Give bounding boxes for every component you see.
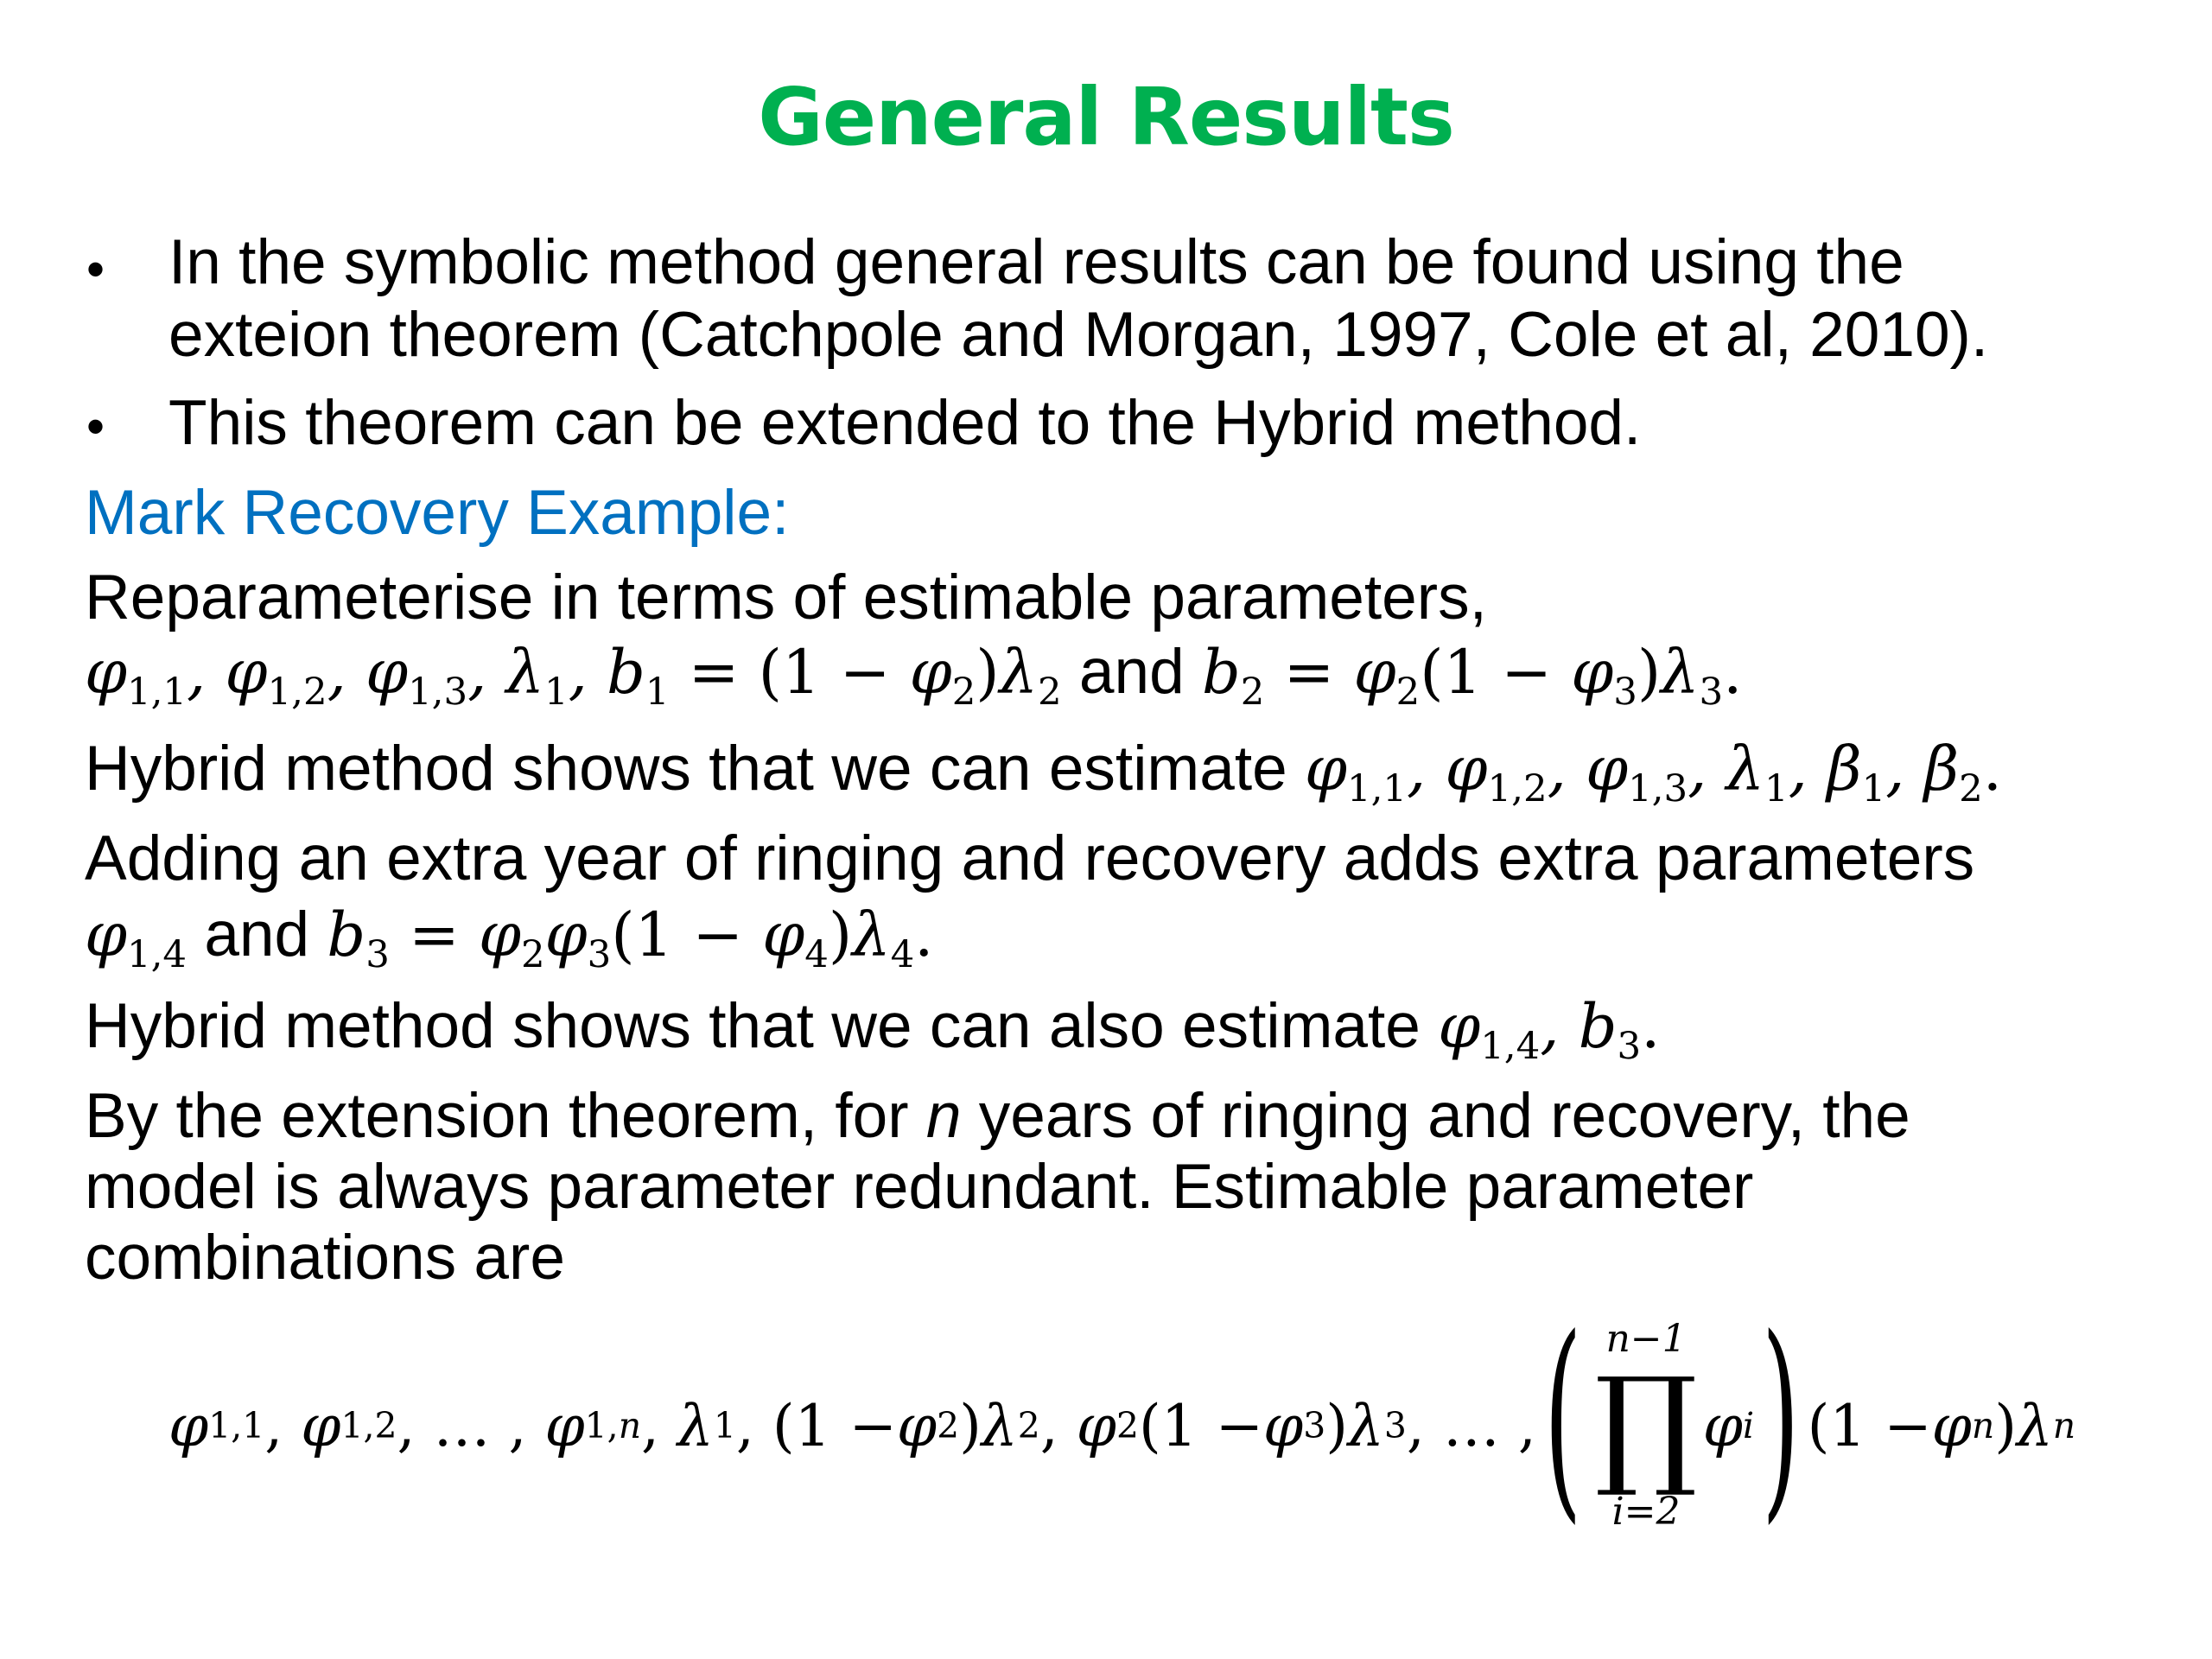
- extension-text-b: years of ringing and recovery, the: [961, 1081, 1910, 1151]
- bullet-2-line-1: This theorem can be extended to the Hybrid method.: [168, 388, 1642, 458]
- adding-math-line: [85, 899, 934, 977]
- estimable-list-1: $\varphi_{1,1}$, $\varphi_{1,2}$, $\varphi_{1,3}$, $\lambda_1$, $\beta_1$, $\beta_2$.: [1305, 734, 2003, 811]
- product-lower-limit: i=2: [1611, 1490, 1681, 1534]
- extension-text-a: By the extension theorem, for: [85, 1081, 926, 1151]
- product-symbol: ∏: [1594, 1351, 1698, 1501]
- param-list-1: $\varphi_{1,1}$, $\varphi_{1,2}$, $\varphi_{1,3}$, $\lambda_1$, $b_1 = (1 - \varphi_2)\lambda_2$: [85, 637, 1062, 715]
- extension-line-1: [85, 1080, 1910, 1153]
- reparam-math-line: [85, 636, 1743, 715]
- bullet-1-line-2: exteion theorem (Catchpole and Morgan, 1997, Cole et al, 2010).: [168, 300, 1989, 370]
- extension-line-2: model is always parameter redundant. Estimable parameter: [85, 1152, 1754, 1222]
- hybrid-text-2: Hybrid method shows that we can also estimate: [85, 991, 1439, 1061]
- hybrid-line-1: [85, 733, 2003, 811]
- product-operator: [1594, 1318, 1697, 1534]
- param-b3: $b_3 = \varphi_2\varphi_3(1 - \varphi_4)\lambda_4$.: [327, 899, 934, 977]
- reparam-text: Reparameterise in terms of estimable parameters,: [85, 563, 1487, 632]
- bullet-dot: •: [86, 240, 105, 298]
- left-paren: (: [1543, 1291, 1582, 1542]
- subheading: Mark Recovery Example:: [85, 478, 790, 548]
- right-paren: ): [1761, 1291, 1800, 1542]
- hybrid-text-1: Hybrid method shows that we can estimate: [85, 734, 1305, 804]
- extension-line-3: combinations are: [85, 1223, 565, 1293]
- and-text-2: and: [187, 899, 327, 969]
- hybrid-line-2: [85, 990, 1661, 1069]
- adding-text: Adding an extra year of ringing and recovery adds extra parameters: [85, 823, 1975, 893]
- estimable-list-2: $\varphi_{1,4}$, $b_3$.: [1438, 991, 1661, 1069]
- bullet-dot: •: [86, 397, 105, 455]
- and-text-1: and: [1061, 637, 1202, 707]
- param-phi14: $\varphi_{1,4}$: [85, 899, 188, 977]
- estimable-combinations-formula: φ 1,1 , φ 1,2 , … , φ 1,n , λ 1 , (1 − φ 2 ) λ 2 , φ 2 (1 − φ 3 ) λ 3 , … , ( n−1 ∏ i=2 φ i ) (1 − φ n ) λ n: [168, 1291, 2076, 1542]
- extension-n: n: [925, 1081, 962, 1151]
- slide-title: General Results: [758, 71, 1454, 163]
- param-b2: $b_2 = \varphi_2(1 - \varphi_3)\lambda_3$.: [1201, 637, 1743, 715]
- product-upper-limit: n−1: [1605, 1317, 1687, 1361]
- bullet-1-line-1: In the symbolic method general results can be found using the: [168, 227, 1904, 297]
